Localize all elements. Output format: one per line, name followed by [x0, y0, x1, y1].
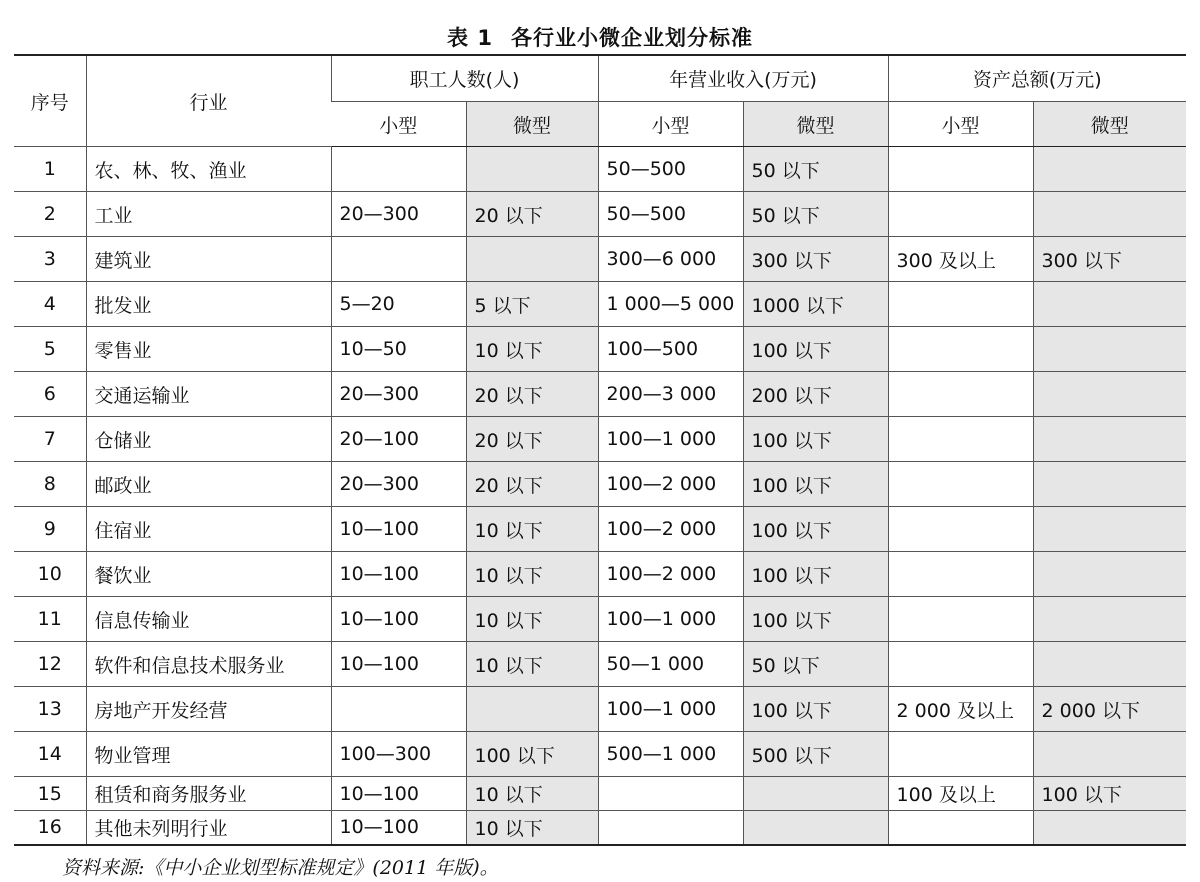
revenue-micro-cell: 200 以下: [743, 372, 888, 417]
employees-small-cell: 10—100: [331, 642, 466, 687]
employees-micro-cell: 10 以下: [466, 777, 598, 811]
revenue-small-cell: [598, 811, 743, 845]
seq-cell: 14: [14, 732, 86, 777]
employees-micro-cell: [466, 147, 598, 192]
employees-small-cell: 100—300: [331, 732, 466, 777]
industry-cell: 软件和信息技术服务业: [86, 642, 331, 687]
employees-micro-cell: 10 以下: [466, 642, 598, 687]
seq-cell: 2: [14, 192, 86, 237]
seq-cell: 9: [14, 507, 86, 552]
table-row: [14, 282, 1186, 327]
seq-cell: 16: [14, 811, 86, 845]
assets-small-cell: [888, 327, 1033, 372]
revenue-small-cell: 100—2 000: [598, 462, 743, 507]
industry-cell: 信息传输业: [86, 597, 331, 642]
employees-micro-cell: 20 以下: [466, 372, 598, 417]
table-row: [14, 552, 1186, 597]
table-row: [14, 687, 1186, 732]
seq-cell: 8: [14, 462, 86, 507]
assets-micro-cell: [1033, 327, 1186, 372]
revenue-micro-cell: 100 以下: [743, 327, 888, 372]
revenue-small-cell: 50—1 000: [598, 642, 743, 687]
employees-small-cell: [331, 147, 466, 192]
industry-cell: 交通运输业: [86, 372, 331, 417]
employees-small-cell: [331, 237, 466, 282]
assets-micro-cell: [1033, 462, 1186, 507]
assets-small-cell: [888, 147, 1033, 192]
table-row: [14, 732, 1186, 777]
seq-cell: 3: [14, 237, 86, 282]
assets-micro-cell: 100 以下: [1033, 777, 1186, 811]
assets-small-cell: [888, 462, 1033, 507]
assets-micro-cell: [1033, 732, 1186, 777]
employees-small-cell: 10—100: [331, 811, 466, 845]
table-title: [0, 22, 1200, 52]
assets-small-cell: [888, 192, 1033, 237]
employees-micro-cell: 20 以下: [466, 417, 598, 462]
seq-cell: 10: [14, 552, 86, 597]
employees-micro-cell: 20 以下: [466, 192, 598, 237]
assets-small-cell: [888, 282, 1033, 327]
industry-cell: 房地产开发经营: [86, 687, 331, 732]
assets-small-cell: [888, 597, 1033, 642]
seq-cell: 12: [14, 642, 86, 687]
employees-small-cell: 10—100: [331, 507, 466, 552]
assets-small-cell: [888, 372, 1033, 417]
header-industry: 行业: [86, 55, 331, 147]
header-assets: 资产总额(万元): [888, 55, 1186, 102]
revenue-small-cell: 100—1 000: [598, 417, 743, 462]
table-row: [14, 777, 1186, 811]
source-note: 资料来源:《中小企业划型标准规定》(2011 年版)。: [62, 857, 499, 879]
table-row: [14, 372, 1186, 417]
header-revenue: 年营业收入(万元): [598, 55, 888, 102]
table-row: [14, 237, 1186, 282]
header-micro: 微型: [743, 102, 888, 147]
revenue-micro-cell: 50 以下: [743, 642, 888, 687]
seq-cell: 11: [14, 597, 86, 642]
seq-cell: 7: [14, 417, 86, 462]
table-row: [14, 192, 1186, 237]
revenue-small-cell: 100—1 000: [598, 687, 743, 732]
employees-micro-cell: 100 以下: [466, 732, 598, 777]
header-micro: 微型: [1033, 102, 1186, 147]
revenue-micro-cell: [743, 811, 888, 845]
assets-micro-cell: [1033, 417, 1186, 462]
employees-small-cell: 10—100: [331, 597, 466, 642]
table-row: [14, 417, 1186, 462]
revenue-small-cell: 100—2 000: [598, 552, 743, 597]
revenue-small-cell: 50—500: [598, 147, 743, 192]
employees-micro-cell: [466, 237, 598, 282]
table-title-text: 各行业小微企业划分标准: [510, 26, 753, 50]
employees-micro-cell: 10 以下: [466, 327, 598, 372]
seq-cell: 13: [14, 687, 86, 732]
seq-cell: 6: [14, 372, 86, 417]
revenue-small-cell: 300—6 000: [598, 237, 743, 282]
employees-small-cell: 10—50: [331, 327, 466, 372]
assets-micro-cell: [1033, 192, 1186, 237]
revenue-small-cell: 1 000—5 000: [598, 282, 743, 327]
industry-cell: 批发业: [86, 282, 331, 327]
revenue-micro-cell: [743, 777, 888, 811]
industry-cell: 农、林、牧、渔业: [86, 147, 331, 192]
revenue-micro-cell: 100 以下: [743, 552, 888, 597]
header-small: 小型: [598, 102, 743, 147]
revenue-micro-cell: 100 以下: [743, 462, 888, 507]
assets-micro-cell: 300 以下: [1033, 237, 1186, 282]
table-row: [14, 811, 1186, 845]
employees-small-cell: 20—300: [331, 372, 466, 417]
employees-small-cell: 20—300: [331, 192, 466, 237]
industry-cell: 餐饮业: [86, 552, 331, 597]
revenue-small-cell: 50—500: [598, 192, 743, 237]
assets-micro-cell: [1033, 811, 1186, 845]
assets-micro-cell: [1033, 642, 1186, 687]
classification-table: [14, 54, 1186, 846]
table-number: 表 1: [447, 26, 493, 50]
employees-micro-cell: 10 以下: [466, 507, 598, 552]
employees-small-cell: 10—100: [331, 552, 466, 597]
seq-cell: 4: [14, 282, 86, 327]
assets-micro-cell: [1033, 507, 1186, 552]
employees-small-cell: 5—20: [331, 282, 466, 327]
header-small: 小型: [888, 102, 1033, 147]
revenue-small-cell: [598, 777, 743, 811]
assets-micro-cell: [1033, 597, 1186, 642]
header-small: 小型: [331, 102, 466, 147]
employees-micro-cell: 10 以下: [466, 811, 598, 845]
industry-cell: 其他未列明行业: [86, 811, 331, 845]
assets-micro-cell: [1033, 372, 1186, 417]
industry-cell: 零售业: [86, 327, 331, 372]
revenue-micro-cell: 100 以下: [743, 417, 888, 462]
revenue-micro-cell: 300 以下: [743, 237, 888, 282]
header-employees: 职工人数(人): [331, 55, 598, 102]
revenue-small-cell: 100—1 000: [598, 597, 743, 642]
revenue-micro-cell: 50 以下: [743, 147, 888, 192]
assets-micro-cell: [1033, 147, 1186, 192]
revenue-small-cell: 200—3 000: [598, 372, 743, 417]
seq-cell: 1: [14, 147, 86, 192]
assets-small-cell: [888, 642, 1033, 687]
revenue-small-cell: 500—1 000: [598, 732, 743, 777]
assets-small-cell: 300 及以上: [888, 237, 1033, 282]
table-row: [14, 642, 1186, 687]
header-micro: 微型: [466, 102, 598, 147]
revenue-micro-cell: 50 以下: [743, 192, 888, 237]
industry-cell: 工业: [86, 192, 331, 237]
employees-small-cell: 20—300: [331, 462, 466, 507]
assets-small-cell: [888, 732, 1033, 777]
assets-small-cell: [888, 417, 1033, 462]
revenue-micro-cell: 100 以下: [743, 597, 888, 642]
industry-cell: 租赁和商务服务业: [86, 777, 331, 811]
seq-cell: 5: [14, 327, 86, 372]
header-seq: 序号: [14, 55, 86, 147]
employees-small-cell: 10—100: [331, 777, 466, 811]
industry-cell: 建筑业: [86, 237, 331, 282]
employees-micro-cell: 10 以下: [466, 552, 598, 597]
assets-micro-cell: [1033, 552, 1186, 597]
employees-micro-cell: [466, 687, 598, 732]
employees-small-cell: 20—100: [331, 417, 466, 462]
assets-small-cell: 2 000 及以上: [888, 687, 1033, 732]
employees-small-cell: [331, 687, 466, 732]
employees-micro-cell: 20 以下: [466, 462, 598, 507]
assets-small-cell: [888, 507, 1033, 552]
seq-cell: 15: [14, 777, 86, 811]
table-row: [14, 327, 1186, 372]
revenue-small-cell: 100—2 000: [598, 507, 743, 552]
table-row: [14, 597, 1186, 642]
employees-micro-cell: 10 以下: [466, 597, 598, 642]
table-row: [14, 507, 1186, 552]
assets-small-cell: 100 及以上: [888, 777, 1033, 811]
revenue-micro-cell: 100 以下: [743, 687, 888, 732]
table-body: [14, 147, 1186, 845]
table-row: [14, 147, 1186, 192]
table-row: [14, 462, 1186, 507]
revenue-small-cell: 100—500: [598, 327, 743, 372]
employees-micro-cell: 5 以下: [466, 282, 598, 327]
assets-micro-cell: [1033, 282, 1186, 327]
assets-small-cell: [888, 552, 1033, 597]
industry-cell: 仓储业: [86, 417, 331, 462]
industry-cell: 住宿业: [86, 507, 331, 552]
industry-cell: 物业管理: [86, 732, 331, 777]
revenue-micro-cell: 500 以下: [743, 732, 888, 777]
assets-micro-cell: 2 000 以下: [1033, 687, 1186, 732]
assets-small-cell: [888, 811, 1033, 845]
industry-cell: 邮政业: [86, 462, 331, 507]
revenue-micro-cell: 100 以下: [743, 507, 888, 552]
revenue-micro-cell: 1000 以下: [743, 282, 888, 327]
